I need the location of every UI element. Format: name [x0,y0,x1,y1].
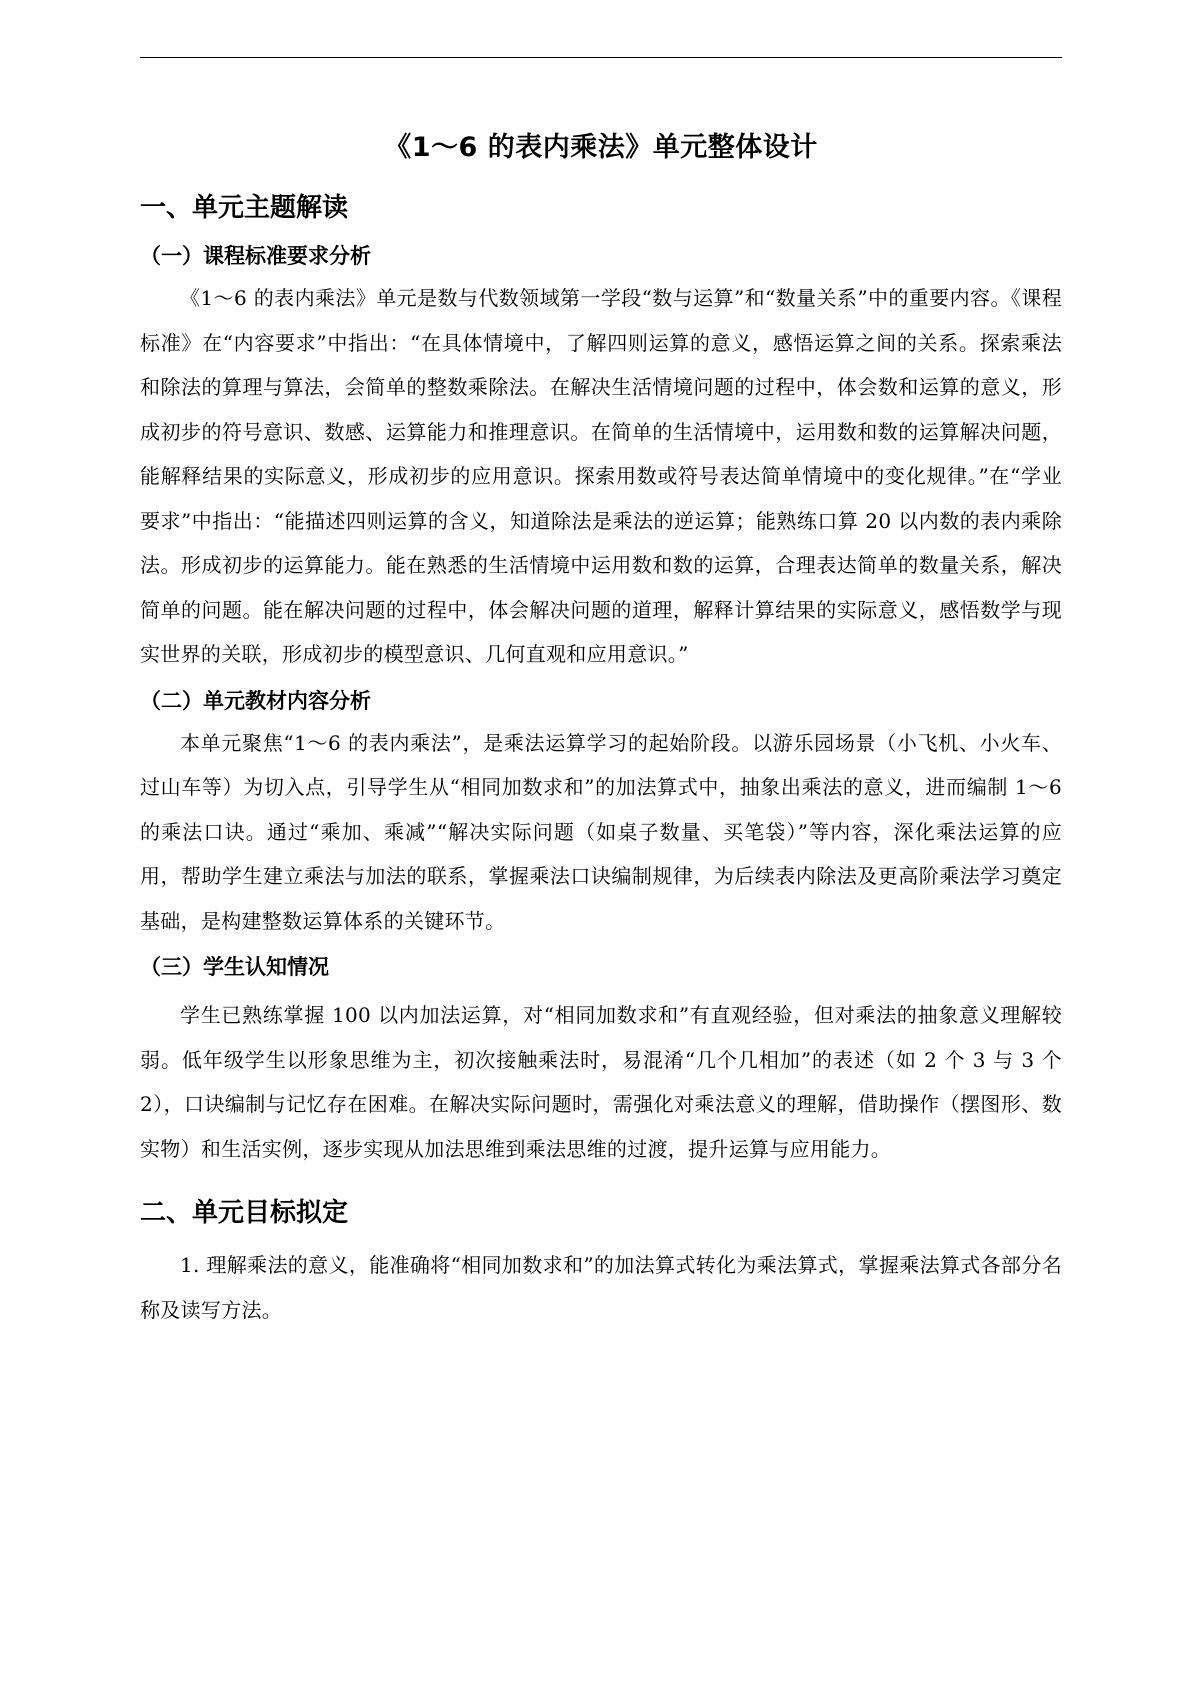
goal-item-1: 1. 理解乘法的意义，能准确将“相同加数求和”的加法算式转化为乘法算式，掌握乘法算式各部分名称及读写方法。 [140,1253,1062,1322]
document-title: 《1～6 的表内乘法》单元整体设计 [384,132,818,163]
subsection-heading-curriculum-standard: （一）课程标准要求分析 [140,244,371,268]
section-heading-unit-theme: 一、单元主题解读 [140,193,349,223]
paragraph-student-cognition: 学生已熟练掌握 100 以内加法运算，对“相同加数求和”有直观经验，但对乘法的抽象意义理解较弱。低年级学生以形象思维为主，初次接触乘法时，易混淆“几个几相加”的表述（如 2 个 3 与 3 个 2），口诀编制与记忆存在困难。在解决实际问题时，需强化对乘法意义的理解，借助操作（摆图形、数实物）和生活实例，逐步实现从加法思维到乘法思维的过渡，提升运算与应用能力。 [140,1003,1062,1161]
header-rule [140,57,1062,58]
paragraph-textbook-content: 本单元聚焦“1～6 的表内乘法”，是乘法运算学习的起始阶段。以游乐园场景（小飞机、小火车、过山车等）为切入点，引导学生从“相同加数求和”的加法算式中，抽象出乘法的意义，进而编制 1～6 的乘法口诀。通过“乘加、乘减”“解决实际问题（如桌子数量、买笔袋）”等内容，深化乘法运算的应用，帮助学生建立乘法与加法的联系，掌握乘法口诀编制规律，为后续表内除法及更高阶乘法学习奠定基础，是构建整数运算体系的关键环节。 [140,730,1062,933]
paragraph-curriculum-standard: 《1～6 的表内乘法》单元是数与代数领域第一学段“数与运算”和“数量关系”中的重要内容。《课程标准》在“内容要求”中指出：“在具体情境中，了解四则运算的意义，感悟运算之间的关系。探索乘法和除法的算理与算法，会简单的整数乘除法。在解决生活情境问题的过程中，体会数和运算的意义，形成初步的符号意识、数感、运算能力和推理意识。在简单的生活情境中，运用数和数的运算解决问题，能解释结果的实际意义，形成初步的应用意识。探索用数或符号表达简单情境中的变化规律。”在“学业要求”中指出：“能描述四则运算的含义，知道除法是乘法的逆运算；能熟练口算 20 以内数的表内乘除法。形成初步的运算能力。能在熟悉的生活情境中运用数和数的运算，合理表达简单的数量关系，解决简单的问题。能在解决问题的过程中，体会解决问题的道理，解释计算结果的实际意义，感悟数学与现实世界的关联，形成初步的模型意识、几何直观和应用意识。” [140,286,1062,666]
section-heading-unit-goals: 二、单元目标拟定 [140,1198,349,1228]
document-body [140,128,1062,1332]
subsection-heading-textbook-content: （二）单元教材内容分析 [140,688,371,713]
subsection-heading-student-cognition: （三）学生认知情况 [140,955,329,979]
